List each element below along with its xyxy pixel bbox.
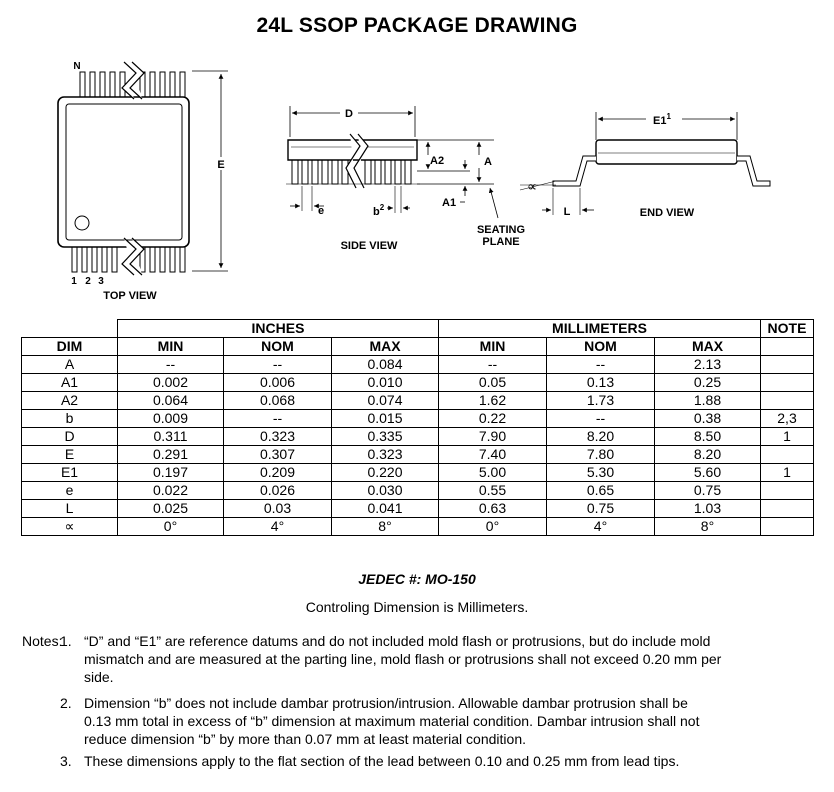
table-cell: 1.62 — [439, 392, 547, 410]
end-view-left-lead — [553, 156, 596, 186]
col-header-inch-max: MAX — [332, 338, 439, 356]
table-cell: 0° — [439, 518, 547, 536]
table-cell: 0.006 — [224, 374, 332, 392]
col-header-dim: DIM — [22, 338, 118, 356]
table-column-header-row — [22, 338, 814, 356]
table-cell: E — [22, 446, 118, 464]
table-cell: 8.20 — [547, 428, 655, 446]
table-cell — [761, 482, 814, 500]
table-cell: 1 — [761, 464, 814, 482]
end-view-dim-l: L — [563, 206, 571, 218]
table-cell: 0.197 — [118, 464, 224, 482]
end-view-angle: ∝ — [526, 178, 538, 194]
table-cell: -- — [547, 410, 655, 428]
top-view — [58, 61, 228, 302]
note-line: reduce dimension “b” by more than 0.07 mm at least material condition. — [84, 731, 526, 747]
table-cell: 7.90 — [439, 428, 547, 446]
table-cell: -- — [439, 356, 547, 374]
top-view-dim-e: E — [217, 159, 225, 171]
table-cell: 0.22 — [439, 410, 547, 428]
page-title: 24L SSOP PACKAGE DRAWING — [256, 14, 578, 37]
table-cell: 0.13 — [547, 374, 655, 392]
note-line: “D” and “E1” are reference datums and do not included mold flash or protrusions, but do include mold — [84, 633, 711, 649]
pin-3-label: 3 — [98, 276, 104, 287]
table-row — [22, 464, 814, 482]
table-cell: 0.084 — [332, 356, 439, 374]
table-cell: 8.20 — [655, 446, 761, 464]
table-cell: 0.323 — [224, 428, 332, 446]
table-cell: 4° — [224, 518, 332, 536]
end-view-dim-e1-note: 1 — [666, 112, 671, 121]
table-cell: 0.209 — [224, 464, 332, 482]
table-cell: 0.009 — [118, 410, 224, 428]
table-cell: 5.00 — [439, 464, 547, 482]
table-cell: 0.010 — [332, 374, 439, 392]
table-row — [22, 356, 814, 374]
table-cell: 0.068 — [224, 392, 332, 410]
table-row — [22, 500, 814, 518]
table-cell: 0.323 — [332, 446, 439, 464]
end-view-right-lead — [737, 156, 770, 186]
col-header-mm-min: MIN — [439, 338, 547, 356]
table-cell: 1.03 — [655, 500, 761, 518]
inches-group-header: INCHES — [118, 320, 439, 338]
table-cell: e — [22, 482, 118, 500]
table-cell: -- — [547, 356, 655, 374]
note-line: side. — [84, 669, 114, 685]
note-line: mismatch and are measured at the parting line, mold flash or protrusions shall not exceed 0.20 mm per — [84, 651, 722, 667]
note-group-header: NOTE — [761, 320, 814, 338]
top-view-label: TOP VIEW — [103, 290, 157, 302]
table-cell: 0.074 — [332, 392, 439, 410]
table-cell: A — [22, 356, 118, 374]
table-cell: 7.80 — [547, 446, 655, 464]
table-cell: 0.55 — [439, 482, 547, 500]
table-cell: 1.73 — [547, 392, 655, 410]
note-item — [60, 752, 680, 770]
table-cell: 0.03 — [224, 500, 332, 518]
notes-label: Notes: — [22, 633, 63, 649]
table-cell: 0.041 — [332, 500, 439, 518]
note-line: Dimension “b” does not include dambar protrusion/intrusion. Allowable dambar protrusion shall be — [84, 695, 688, 711]
note-number: 2. — [60, 695, 72, 711]
table-cell: 8° — [332, 518, 439, 536]
table-cell: 0.030 — [332, 482, 439, 500]
seating-plane-label-2: PLANE — [482, 236, 520, 248]
jedec-number: JEDEC #: MO-150 — [358, 571, 476, 587]
table-cell: 4° — [547, 518, 655, 536]
dimension-table — [21, 319, 814, 536]
svg-text:b2 — [373, 203, 385, 218]
side-view-dim-b: b — [373, 206, 380, 218]
table-cell: -- — [224, 410, 332, 428]
side-view-dim-b-note: 2 — [379, 203, 385, 212]
table-cell: 0.335 — [332, 428, 439, 446]
table-cell: 0.65 — [547, 482, 655, 500]
table-cell: 0.311 — [118, 428, 224, 446]
note-item — [60, 694, 700, 748]
table-cell: ∝ — [22, 518, 118, 536]
table-cell: 0.220 — [332, 464, 439, 482]
col-header-inch-min: MIN — [118, 338, 224, 356]
table-cell: 0.307 — [224, 446, 332, 464]
table-row — [22, 374, 814, 392]
controlling-dimension: Controling Dimension is Millimeters. — [305, 599, 529, 615]
table-cell: E1 — [22, 464, 118, 482]
table-group-header-row — [22, 320, 814, 338]
table-cell — [761, 446, 814, 464]
side-view-dim-a: A — [484, 156, 492, 168]
seating-plane-label-1: SEATING — [476, 224, 526, 236]
table-cell: 0.291 — [118, 446, 224, 464]
svg-text:E11 — [653, 112, 671, 127]
table-cell: 2.13 — [655, 356, 761, 374]
table-row — [22, 482, 814, 500]
table-cell: A1 — [22, 374, 118, 392]
note-item — [60, 632, 722, 686]
table-cell — [761, 374, 814, 392]
table-cell: 1.88 — [655, 392, 761, 410]
col-header-note — [761, 338, 814, 356]
table-cell: A2 — [22, 392, 118, 410]
col-header-mm-nom: NOM — [547, 338, 655, 356]
end-view — [520, 112, 770, 219]
table-cell: 5.60 — [655, 464, 761, 482]
note-number: 3. — [60, 753, 72, 769]
table-row — [22, 518, 814, 536]
table-cell — [761, 518, 814, 536]
side-view-dim-a2: A2 — [430, 155, 445, 167]
table-cell: 0.75 — [547, 500, 655, 518]
table-cell — [761, 392, 814, 410]
table-cell: -- — [224, 356, 332, 374]
side-view-dim-d: D — [345, 108, 353, 120]
table-cell: 1 — [761, 428, 814, 446]
end-view-label: END VIEW — [639, 207, 695, 219]
table-cell: 0.25 — [655, 374, 761, 392]
table-cell: L — [22, 500, 118, 518]
col-header-inch-nom: NOM — [224, 338, 332, 356]
top-view-body — [58, 97, 189, 247]
end-view-body — [596, 140, 737, 164]
table-cell: 0.63 — [439, 500, 547, 518]
table-row — [22, 446, 814, 464]
table-cell: 0.015 — [332, 410, 439, 428]
package-drawing — [0, 0, 834, 315]
table-cell: 5.30 — [547, 464, 655, 482]
table-cell: 8.50 — [655, 428, 761, 446]
table-cell: b — [22, 410, 118, 428]
table-cell: D — [22, 428, 118, 446]
table-cell: 0° — [118, 518, 224, 536]
table-cell: 0.002 — [118, 374, 224, 392]
table-row — [22, 392, 814, 410]
note-number: 1. — [60, 633, 72, 649]
table-cell: 8° — [655, 518, 761, 536]
table-cell: 0.025 — [118, 500, 224, 518]
table-cell: -- — [118, 356, 224, 374]
table-row — [22, 428, 814, 446]
table-row — [22, 410, 814, 428]
note-line: 0.13 mm total in excess of “b” dimension at maximum material condition. Dambar intrusion shall not — [84, 713, 700, 729]
end-view-dim-e1: E1 — [653, 115, 667, 127]
table-cell: 7.40 — [439, 446, 547, 464]
side-view-dim-e: e — [317, 205, 325, 217]
table-cell — [761, 500, 814, 518]
table-cell: 0.022 — [118, 482, 224, 500]
table-cell: 0.064 — [118, 392, 224, 410]
table-cell: 2,3 — [761, 410, 814, 428]
table-cell: 0.026 — [224, 482, 332, 500]
side-view-label: SIDE VIEW — [340, 240, 398, 252]
pin-n-label: N — [73, 61, 81, 72]
side-view — [286, 106, 525, 252]
table-cell: 0.75 — [655, 482, 761, 500]
note-line: These dimensions apply to the flat section of the lead between 0.10 and 0.25 mm from lead tips. — [84, 753, 680, 769]
table-cell: 0.05 — [439, 374, 547, 392]
table-cell: 0.38 — [655, 410, 761, 428]
pin-1-label: 1 — [71, 276, 77, 287]
table-cell — [761, 356, 814, 374]
col-header-mm-max: MAX — [655, 338, 761, 356]
millimeters-group-header: MILLIMETERS — [439, 320, 761, 338]
pin-2-label: 2 — [85, 276, 91, 287]
side-view-dim-a1: A1 — [442, 197, 457, 209]
